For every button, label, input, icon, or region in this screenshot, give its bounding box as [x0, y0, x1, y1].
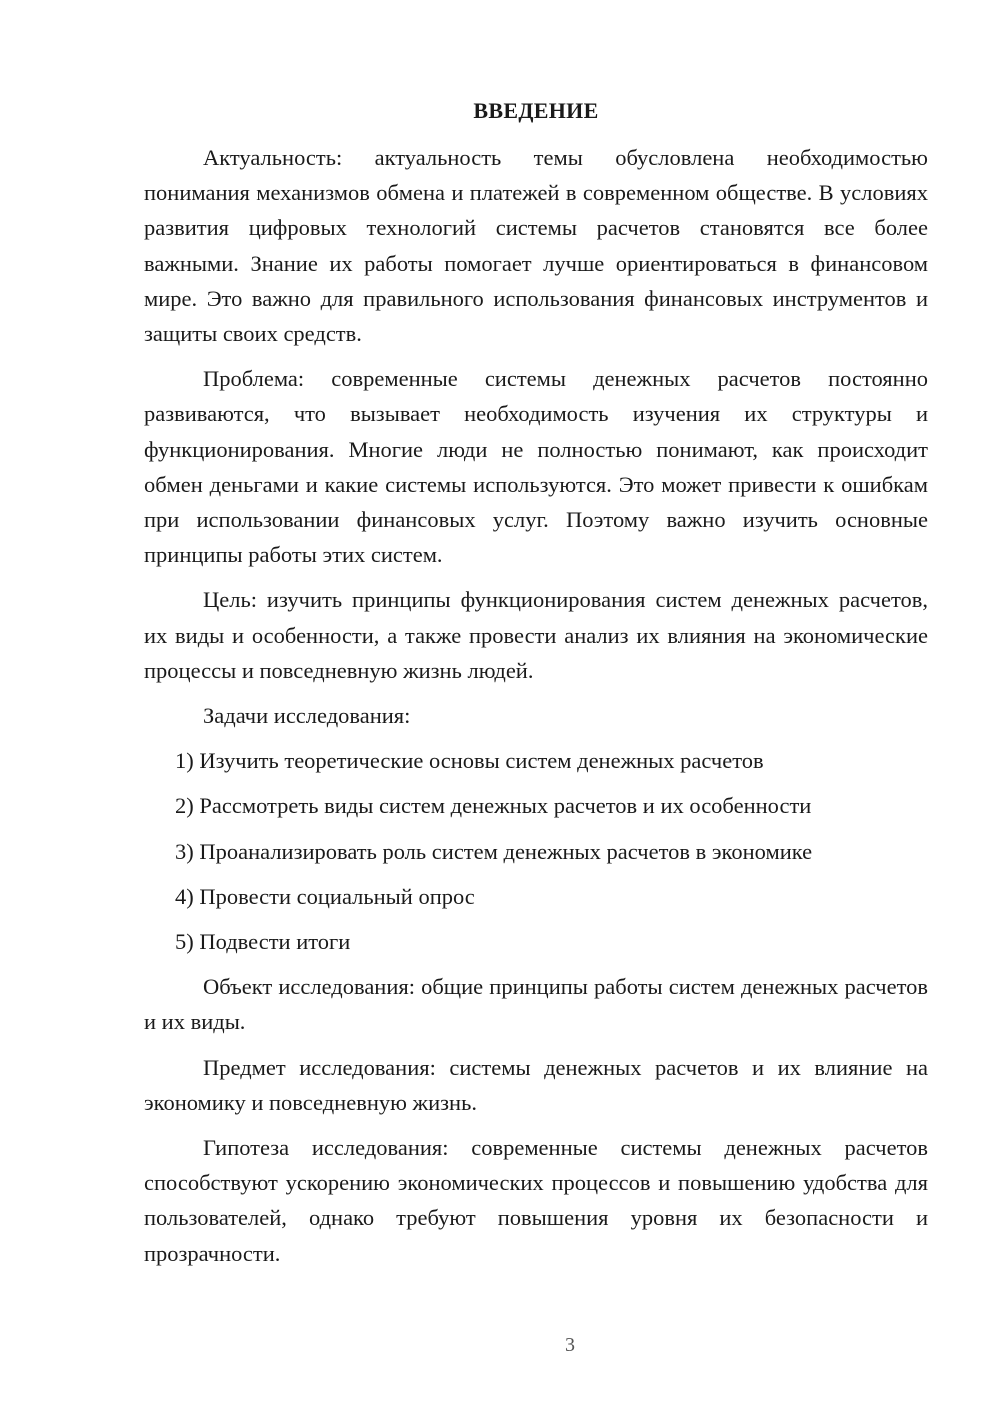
object-paragraph: Объект исследования: общие принципы работы систем денежных расчетов и их виды. — [144, 974, 928, 1035]
section-title: ВВЕДЕНИЕ — [473, 98, 599, 123]
task-item: 1) Изучить теоретические основы систем денежных расчетов — [175, 748, 764, 774]
subject-paragraph: Предмет исследования: системы денежных расчетов и их влияние на экономику и повседневную жизнь. — [144, 1054, 928, 1115]
relevance-paragraph: Актуальность: актуальность темы обусловлена необходимостью понимания механизмов обмена и платежей в современном обществе. В условиях развития цифровых технологий системы расчетов становятся все более важными. Знание их работы помогает лучше ориентироваться в финансовом мире. Это важно для правильного использования финансовых инструментов и защиты своих средств. — [144, 145, 928, 347]
tasks-heading: Задачи исследования: — [203, 703, 411, 729]
task-item: 3) Проанализировать роль систем денежных расчетов в экономике — [175, 838, 813, 864]
problem-paragraph: Проблема: современные системы денежных расчетов постоянно развиваются, что вызывает необходимость изучения их структуры и функционирования. Многие люди не полностью понимают, как происходит обмен деньгами и какие системы используются. Это может привести к ошибкам при использовании финансовых услуг. Поэтому важно изучить основные принципы работы этих систем. — [144, 366, 928, 568]
task-item: 5) Подвести итоги — [175, 929, 351, 955]
tasks-list — [144, 743, 928, 959]
goal-paragraph: Цель: изучить принципы функционирования систем денежных расчетов, их виды и особенности, а также провести анализ их влияния на экономические процессы и повседневную жизнь людей. — [144, 587, 928, 683]
page-number: 3 — [565, 1334, 575, 1356]
hypothesis-paragraph: Гипотеза исследования: современные системы денежных расчетов способствуют ускорению экономических процессов и повышению удобства для пользователей, однако требуют повышения уровня их безопасности и прозрачности. — [144, 1135, 928, 1266]
page-content — [144, 92, 928, 1281]
task-item: 4) Провести социальный опрос — [175, 883, 475, 909]
task-item: 2) Рассмотреть виды систем денежных расчетов и их особенности — [175, 793, 812, 819]
